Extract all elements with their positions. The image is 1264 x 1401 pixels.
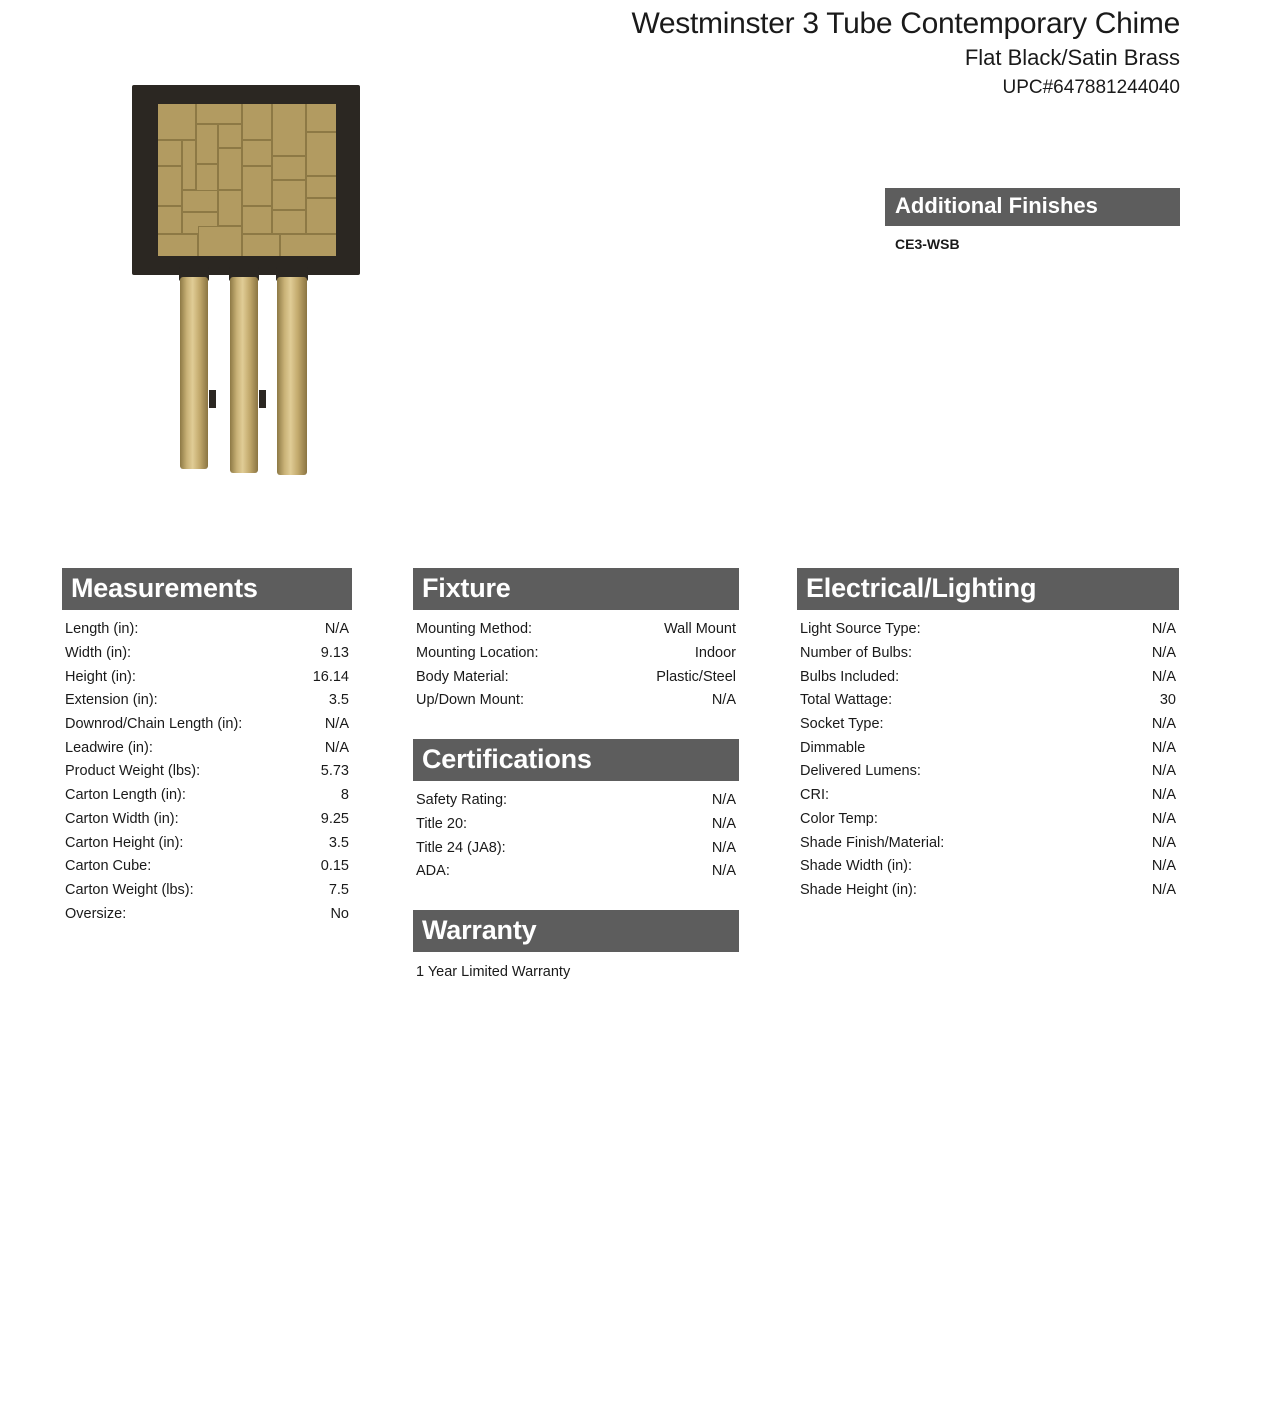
product-image <box>120 85 365 485</box>
spec-value: 0.15 <box>320 858 349 875</box>
spec-value: Indoor <box>694 644 736 661</box>
spec-row <box>800 832 1176 856</box>
spec-value: N/A <box>1151 621 1176 638</box>
spec-label: Title 24 (JA8): <box>416 839 506 856</box>
spec-value: N/A <box>711 792 736 809</box>
spec-value: N/A <box>1151 763 1176 780</box>
tube-notch-1 <box>209 390 216 408</box>
spec-row <box>65 642 349 666</box>
spec-value: N/A <box>711 863 736 880</box>
spec-row <box>65 737 349 761</box>
panel-electrical-lighting <box>797 568 1179 903</box>
spec-row <box>65 808 349 832</box>
spec-row <box>800 689 1176 713</box>
spec-value: 9.13 <box>320 644 349 661</box>
panel-electrical-lighting-body <box>797 610 1179 902</box>
spec-row <box>65 855 349 879</box>
spec-label: Carton Cube: <box>65 858 152 875</box>
spec-label: Shade Height (in): <box>800 881 917 898</box>
spec-row <box>416 642 736 666</box>
product-finish-subtitle: Flat Black/Satin Brass <box>964 45 1180 71</box>
spec-row <box>65 713 349 737</box>
panel-electrical-lighting-heading: Electrical/Lighting <box>797 568 1179 610</box>
chime-housing <box>132 85 360 275</box>
spec-row <box>800 642 1176 666</box>
panel-warranty <box>413 910 739 983</box>
panel-measurements-body <box>62 610 352 926</box>
spec-label: Safety Rating: <box>416 792 508 809</box>
spec-label: Up/Down Mount: <box>416 692 524 709</box>
panel-certifications-body <box>413 781 739 884</box>
spec-label: Width (in): <box>65 644 132 661</box>
panel-certifications-heading: Certifications <box>413 739 739 781</box>
spec-value: 5.73 <box>320 763 349 780</box>
spec-row <box>65 903 349 927</box>
spec-row <box>800 784 1176 808</box>
tube-notch-2 <box>259 390 266 408</box>
spec-value: Plastic/Steel <box>656 668 736 685</box>
spec-row <box>416 860 736 884</box>
spec-label: Extension (in): <box>65 692 158 709</box>
spec-label: Oversize: <box>65 905 127 922</box>
spec-value: 8 <box>340 787 349 804</box>
spec-value: N/A <box>1151 834 1176 851</box>
additional-finishes-panel <box>885 188 1180 252</box>
warranty-text: 1 Year Limited Warranty <box>416 964 571 981</box>
spec-row <box>65 666 349 690</box>
spec-value: N/A <box>1151 739 1176 756</box>
spec-row <box>416 813 736 837</box>
spec-label: Carton Height (in): <box>65 834 184 851</box>
spec-label: Leadwire (in): <box>65 739 153 756</box>
additional-finishes-heading: Additional Finishes <box>885 188 1180 226</box>
spec-row <box>800 666 1176 690</box>
spec-row <box>65 689 349 713</box>
spec-label: Light Source Type: <box>800 621 921 638</box>
spec-value: N/A <box>1151 644 1176 661</box>
spec-value: 16.14 <box>312 668 349 685</box>
spec-label: Shade Finish/Material: <box>800 834 945 851</box>
spec-row <box>800 879 1176 903</box>
spec-label: Total Wattage: <box>800 692 893 709</box>
spec-label: Mounting Method: <box>416 621 533 638</box>
spec-value: N/A <box>1151 810 1176 827</box>
spec-value: N/A <box>324 739 349 756</box>
spec-row <box>65 832 349 856</box>
spec-label: Carton Width (in): <box>65 810 179 827</box>
spec-row <box>65 760 349 784</box>
spec-value: Wall Mount <box>664 621 736 638</box>
chime-tube-1 <box>180 277 208 469</box>
spec-label: Body Material: <box>416 668 509 685</box>
spec-row <box>65 618 349 642</box>
spec-label: Title 20: <box>416 815 468 832</box>
spec-column-right <box>797 568 1179 929</box>
spec-value: N/A <box>324 621 349 638</box>
spec-value: N/A <box>711 839 736 856</box>
panel-measurements <box>62 568 352 926</box>
spec-label: Bulbs Included: <box>800 668 900 685</box>
spec-label: Number of Bulbs: <box>800 644 913 661</box>
spec-row <box>416 689 736 713</box>
chime-tube-2 <box>230 277 258 473</box>
spec-label: Socket Type: <box>800 716 884 733</box>
panel-certifications <box>413 739 739 884</box>
spec-value: No <box>330 905 349 922</box>
spec-value: N/A <box>1151 787 1176 804</box>
spec-label: Product Weight (lbs): <box>65 763 201 780</box>
spec-value: N/A <box>711 692 736 709</box>
panel-fixture <box>413 568 739 713</box>
product-upc: UPC#647881244040 <box>1002 77 1180 99</box>
spec-label: ADA: <box>416 863 450 880</box>
panel-fixture-body <box>413 610 739 713</box>
spec-row <box>800 618 1176 642</box>
chime-brass-faceplate <box>158 104 336 256</box>
spec-value: N/A <box>324 716 349 733</box>
spec-value: N/A <box>1151 858 1176 875</box>
spec-label: Mounting Location: <box>416 644 539 661</box>
spec-value: 9.25 <box>320 810 349 827</box>
spec-row <box>800 808 1176 832</box>
spec-label: Downrod/Chain Length (in): <box>65 716 243 733</box>
spec-row <box>800 760 1176 784</box>
panel-warranty-heading: Warranty <box>413 910 739 952</box>
spec-row <box>416 837 736 861</box>
spec-row <box>416 618 736 642</box>
spec-row <box>800 737 1176 761</box>
spec-label: Color Temp: <box>800 810 878 827</box>
additional-finishes-item: CE3-WSB <box>895 235 960 252</box>
spec-value: 30 <box>1159 692 1176 709</box>
panel-fixture-heading: Fixture <box>413 568 739 610</box>
spec-column-middle <box>413 568 739 1009</box>
spec-row <box>65 879 349 903</box>
spec-value: N/A <box>1151 881 1176 898</box>
spec-row <box>416 666 736 690</box>
page-title: Westminster 3 Tube Contemporary Chime <box>631 7 1180 40</box>
chime-tube-3 <box>277 277 307 475</box>
spec-label: Carton Weight (lbs): <box>65 881 194 898</box>
spec-label: Height (in): <box>65 668 136 685</box>
spec-row <box>800 855 1176 879</box>
panel-measurements-heading: Measurements <box>62 568 352 610</box>
spec-row <box>65 784 349 808</box>
spec-row <box>800 713 1176 737</box>
spec-value: 3.5 <box>328 692 349 709</box>
spec-label: Dimmable <box>800 739 866 756</box>
spec-label: CRI: <box>800 787 829 804</box>
spec-value: 7.5 <box>328 881 349 898</box>
spec-value: N/A <box>1151 716 1176 733</box>
spec-value: N/A <box>711 815 736 832</box>
spec-value: 3.5 <box>328 834 349 851</box>
spec-column-left <box>62 568 352 952</box>
spec-value: N/A <box>1151 668 1176 685</box>
spec-label: Carton Length (in): <box>65 787 186 804</box>
spec-label: Shade Width (in): <box>800 858 913 875</box>
spec-label: Delivered Lumens: <box>800 763 921 780</box>
spec-row <box>416 789 736 813</box>
spec-label: Length (in): <box>65 621 139 638</box>
